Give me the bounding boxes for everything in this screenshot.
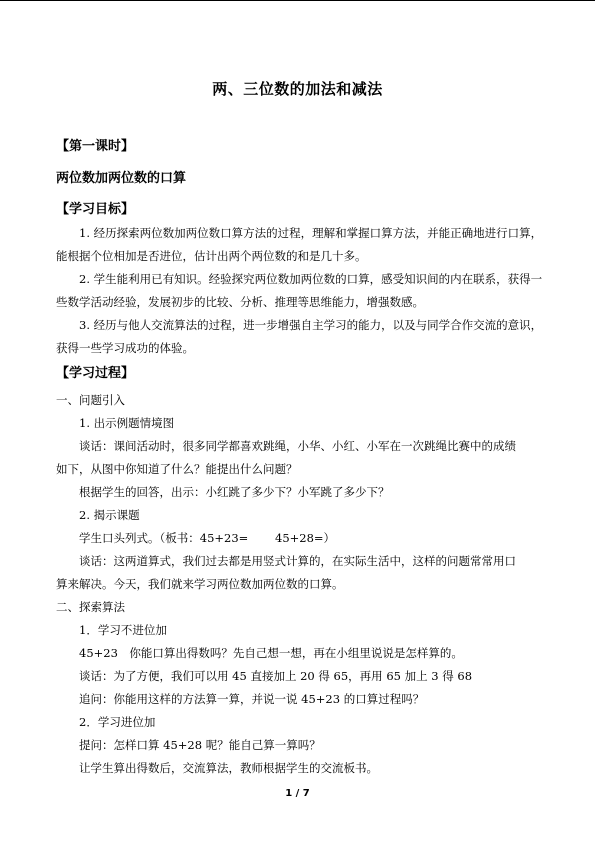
part1-talk1-line1: 谈话：课间活动时，很多同学都喜欢跳绳，小华、小红、小军在一次跳绳比赛中的成绩 [79,439,516,453]
part1-talk2-line1: 谈话：这两道算式，我们过去都是用竖式计算的，在实际生活中，这样的问题常常用口 [79,554,516,568]
part1-item2: 2. 揭示课题 [79,508,140,522]
part1-board-b: 45+28=） [275,531,336,545]
part2-item1: 1．学习不进位加 [79,623,167,637]
part2-talk: 谈话：为了方便，我们可以用 45 直接加上 20 得 65，再用 65 加上 3 得 68 [79,669,473,683]
goal-item-2: 2. 学生能利用已有知识。经验探究两位数加两位数的口算，感受知识间的内在联系，获得一些数学活动经验，发展初步的比较、分析、推理等思维能力，增强数感。 [56,272,543,309]
process-heading: 【学习过程】 [56,366,135,381]
part2-question1: 45+23 你能口算出得数吗？先自己想一想，再在小组里说说是怎样算的。 [79,646,463,660]
part2-item2: 2．学习进位加 [79,715,156,729]
document-title: 两、三位数的加法和减法 [212,80,383,98]
part2-let: 让学生算出得数后，交流算法，教师根据学生的交流板书。 [79,761,378,775]
section-period-heading: 【第一课时】 [56,139,135,154]
part2-heading: 二、探索算法 [56,600,125,614]
part1-ask: 根据学生的回答，出示：小红跳了多少下？小军跳了多少下？ [79,485,390,499]
goal-item-3: 3. 经历与他人交流算法的过程，进一步增强自主学习的能力，以及与同学合作交流的意识，获得一些学习成功的体验。 [56,318,543,355]
part1-heading: 一、问题引入 [56,393,125,407]
part1-talk1-line2: 如下，从图中你知道了什么？能提出什么问题？ [56,462,298,476]
part2-ask: 提问：怎样口算 45+28 呢？能自己算一算吗？ [79,738,321,752]
page-number: 1 / 7 [285,788,310,799]
part1-board-a: 学生口头列式。（板书：45+23= [79,531,249,545]
part1-item1: 1. 出示例题情境图 [79,416,175,430]
goals-heading: 【学习目标】 [56,202,135,217]
goal-item-1: 1. 经历探索两位数加两位数口算方法的过程，理解和掌握口算方法，并能正确地进行口算，能根据个位相加是否进位，估计出两个两位数的和是几十多。 [56,226,543,263]
part2-follow: 追问：你能用这样的方法算一算，并说一说 45+23 的口算过程吗？ [79,692,425,706]
part1-talk2-line2: 算来解决。今天，我们就来学习两位数加两位数的口算。 [56,577,344,591]
lesson-title: 两位数加两位数的口算 [56,171,187,186]
